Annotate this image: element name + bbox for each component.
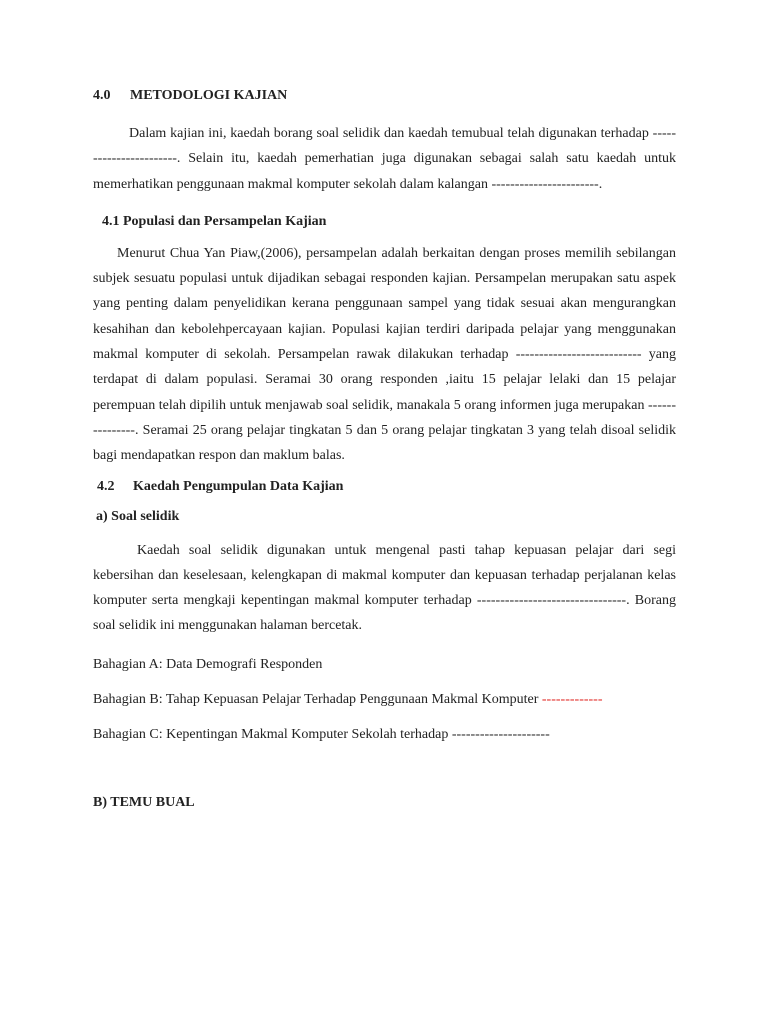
paragraph-metodologi: Dalam kajian ini, kaedah borang soal selidik dan kaedah temubual telah digunakan terhadap -----------------------. Selain itu, kaedah pemerhatian juga digunakan sebagai salah satu kaedah untuk memerhatikan penggunaan makmal komputer sekolah dalam kalangan -----------------------. (93, 126, 676, 192)
bahagian-b-line (93, 691, 676, 709)
bahagian-c-line: Bahagian C: Kepentingan Makmal Komputer Sekolah terhadap --------------------- (93, 726, 550, 742)
subsection-heading-soal-selidik: a) Soal selidik (96, 508, 180, 524)
section-heading-4-2 (93, 478, 676, 496)
bahagian-b-text: Bahagian B: Tahap Kepuasan Pelajar Terhadap Penggunaan Makmal Komputer (93, 691, 539, 707)
bahagian-b-blank: ------------- (541, 691, 603, 707)
section-title: METODOLOGI KAJIAN (130, 88, 288, 103)
paragraph-populasi: Menurut Chua Yan Piaw,(2006), persampelan adalah berkaitan dengan proses memilih sebilangan subjek sesuatu populasi untuk dijadikan sebagai responden kajian. Persampelan merupakan satu aspek yang penting dalam penyelidikan kerana penggunaan sampel yang tidak sesuai akan mengurangkan kesahihan dan kebolehpercayaan kajian. Populasi kajian terdiri daripada pelajar yang menggunakan makmal komputer di sekolah. Persampelan rawak dilakukan terhadap --------------------------- yang terdapat di dalam populasi. Seramai 30 orang responden ,iaitu 15 pelajar lelaki dan 15 pelajar perempuan telah dipilih untuk menjawab soal selidik, manakala 5 orang informen juga merupakan ---------------. Seramai 25 orang pelajar tingkatan 5 dan 5 orang pelajar tingkatan 3 yang telah disoal selidik bagi mendapatkan respon dan maklum balas. (93, 245, 676, 464)
section-heading-4-0 (93, 0, 676, 105)
paragraph-soal-selidik: Kaedah soal selidik digunakan untuk mengenal pasti tahap kepuasan pelajar dari segi kebersihan dan keselesaan, kelengkapan di makmal komputer dan kepuasan terhadap perjalanan kelas komputer serta mengkaji kepentingan makmal komputer terhadap --------------------------------. Borang soal selidik ini menggunakan halaman bercetak. (93, 542, 676, 634)
section-title: Kaedah Pengumpulan Data Kajian (133, 478, 344, 494)
section-heading-4-1: 4.1 Populasi dan Persampelan Kajian (102, 213, 327, 229)
section-number: 4.0 (93, 88, 111, 103)
section-number: 4.2 (97, 478, 115, 494)
bahagian-a-line: Bahagian A: Data Demografi Responden (93, 656, 323, 672)
subsection-heading-temu-bual: B) TEMU BUAL (93, 794, 195, 810)
